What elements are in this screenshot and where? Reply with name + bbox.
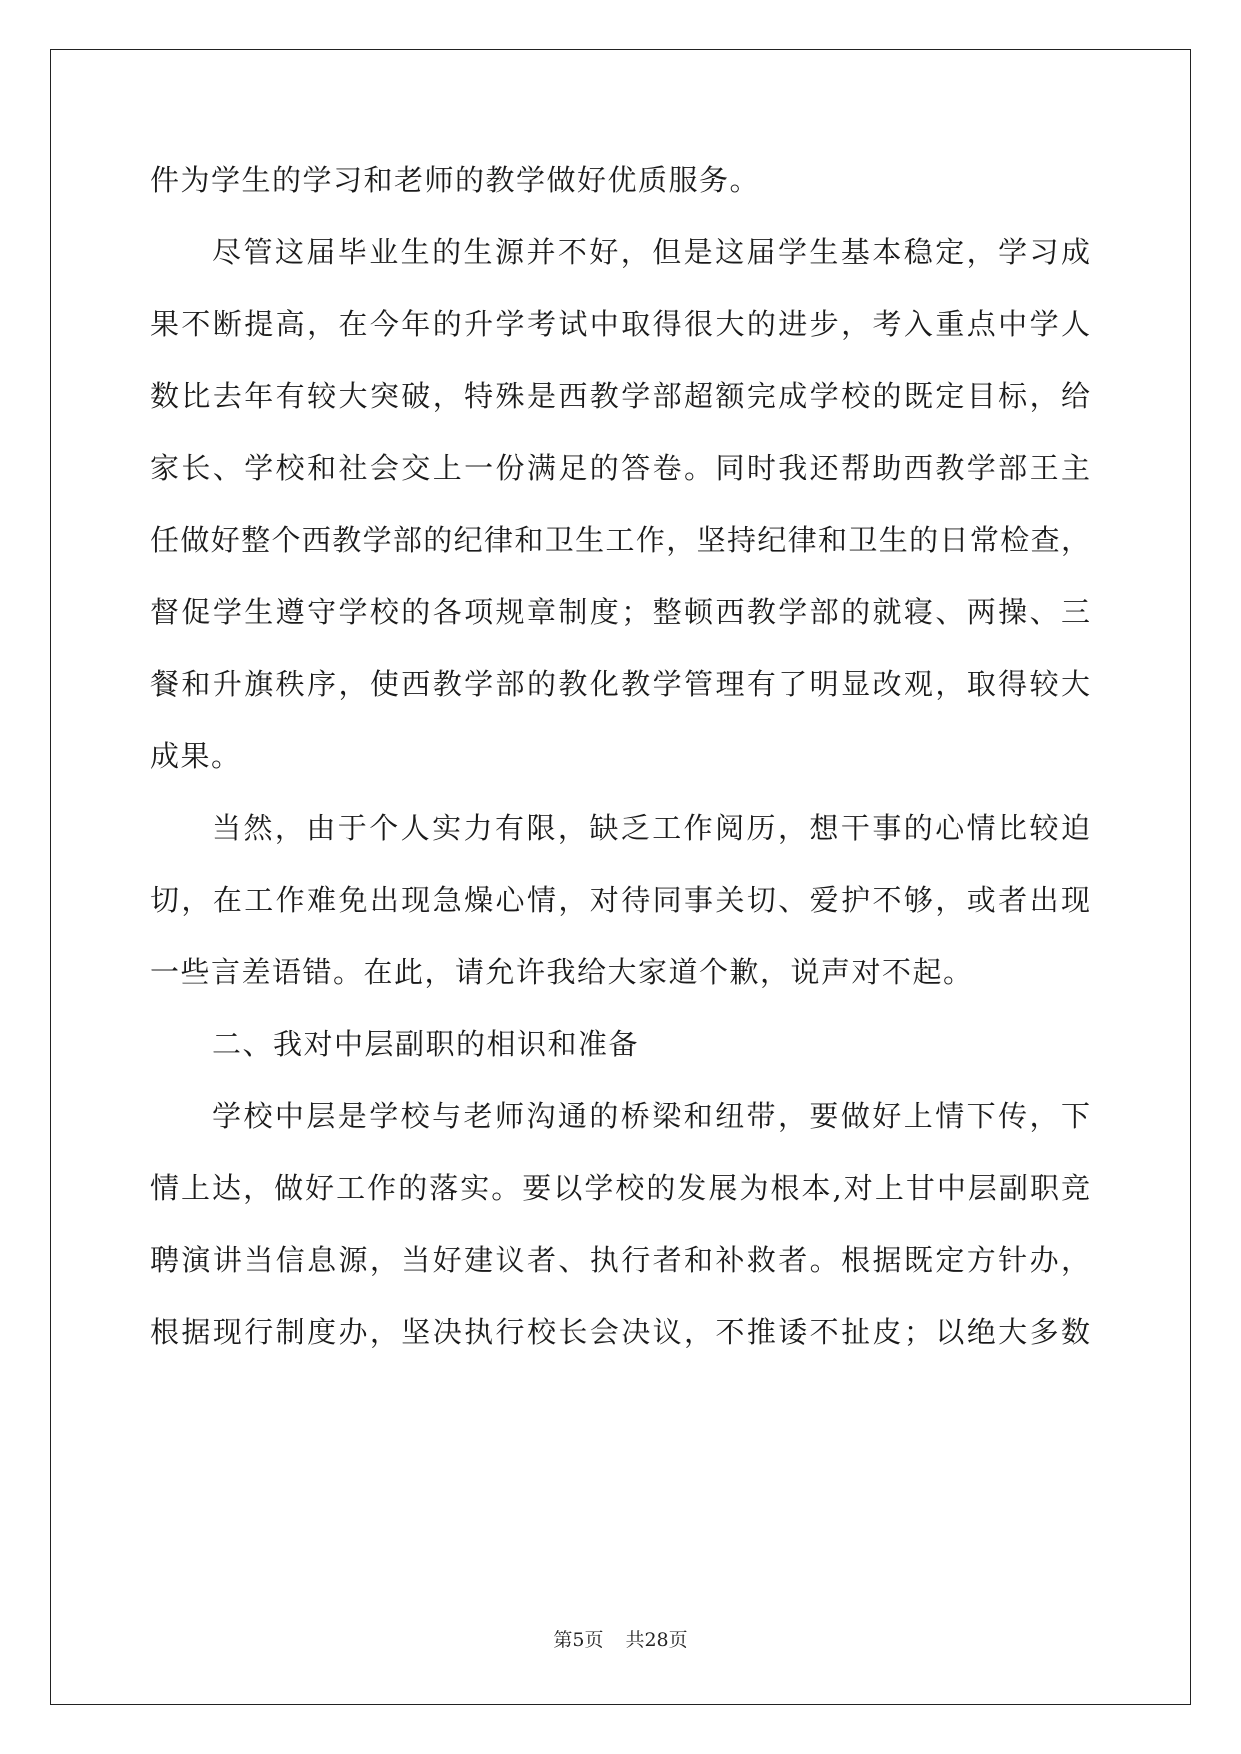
page-total: 共28页 — [625, 1629, 688, 1651]
page-number: 第5页 — [553, 1629, 604, 1651]
page-footer — [0, 1628, 1241, 1652]
body-line: 尽管这届毕业生的生源并不好，但是这届学生基本稳定，学习成 — [212, 235, 1090, 269]
body-line: 数比去年有较大突破，特殊是西教学部超额完成学校的既定目标，给 — [150, 379, 1090, 413]
body-line: 任做好整个西教学部的纪律和卫生工作，坚持纪律和卫生的日常检查， — [150, 523, 1090, 557]
body-line: 一些言差语错。在此，请允许我给大家道个歉，说声对不起。 — [150, 955, 974, 989]
body-line: 家长、学校和社会交上一份满足的答卷。同时我还帮助西教学部王主 — [150, 451, 1090, 485]
body-line: 件为学生的学习和老师的教学做好优质服务。 — [150, 163, 761, 197]
body-line: 聘演讲当信息源，当好建议者、执行者和补救者。根据既定方针办， — [150, 1243, 1090, 1277]
body-line: 果不断提高，在今年的升学考试中取得很大的进步，考入重点中学人 — [150, 307, 1090, 341]
body-line: 情上达，做好工作的落实。要以学校的发展为根本,对上甘中层副职竞 — [150, 1171, 1090, 1205]
section-heading: 二、我对中层副职的相识和准备 — [212, 1027, 640, 1061]
body-line: 切，在工作难免出现急燥心情，对待同事关切、爱护不够，或者出现 — [150, 883, 1090, 917]
body-line: 督促学生遵守学校的各项规章制度；整顿西教学部的就寝、两操、三 — [150, 595, 1090, 629]
body-line: 当然，由于个人实力有限，缺乏工作阅历，想干事的心情比较迫 — [212, 811, 1090, 845]
page-border — [50, 49, 1191, 1705]
body-line: 根据现行制度办，坚决执行校长会决议，不推诿不扯皮；以绝大多数 — [150, 1315, 1090, 1349]
body-line: 餐和升旗秩序，使西教学部的教化教学管理有了明显改观，取得较大 — [150, 667, 1090, 701]
body-line: 学校中层是学校与老师沟通的桥梁和纽带，要做好上情下传，下 — [212, 1099, 1090, 1133]
body-line: 成果。 — [150, 739, 242, 773]
